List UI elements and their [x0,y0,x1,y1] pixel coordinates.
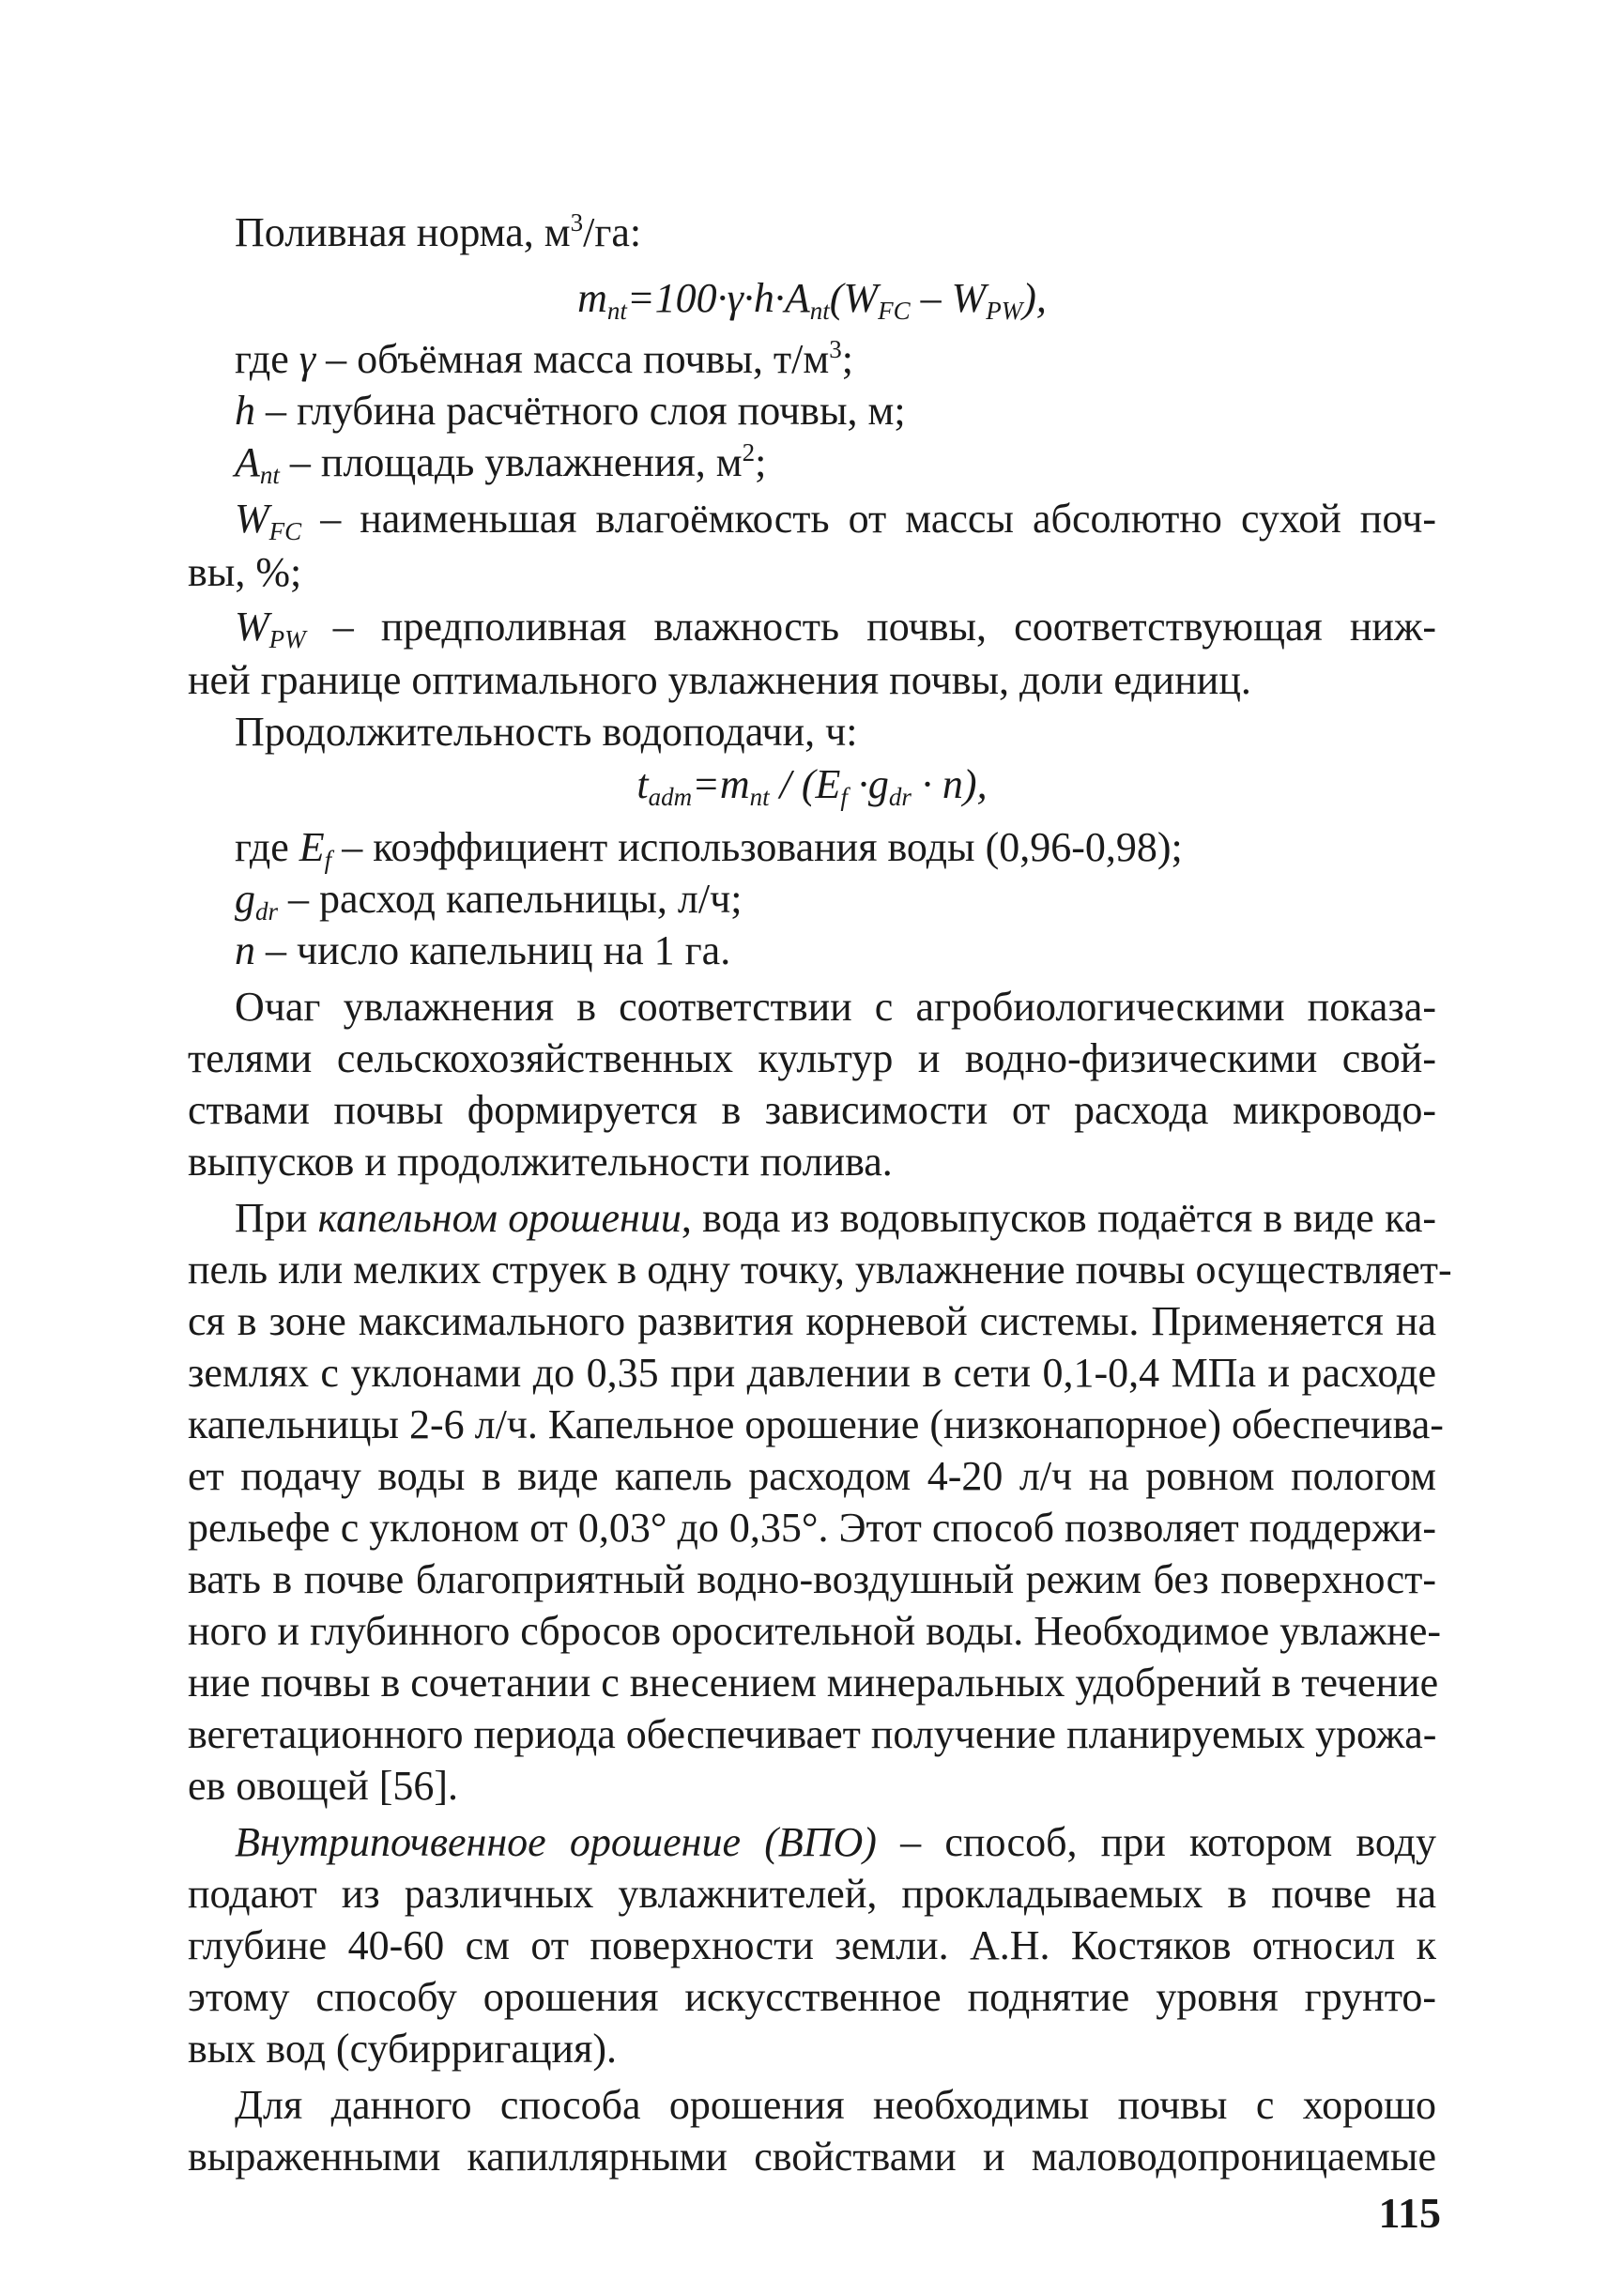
text-line: рельефе с уклоном от 0,03° до 0,35°. Этот способ позволяет поддержи- [188,1505,1436,1551]
text-line: выраженными капиллярными свойствами и маловодопроницаемые [188,2134,1436,2180]
text-line: пель или мелких струек в одну точку, увлажнение почвы осуществляет- [188,1247,1452,1293]
text-line: капельницы 2-6 л/ч. Капельное орошение (низконапорное) обеспечива- [188,1401,1444,1447]
text-line: ет подачу воды в виде капель расходом 4-20 л/ч на ровном пологом [188,1453,1436,1499]
text-line: Очаг увлажнения в соответствии с агробиологическими показа- [235,984,1436,1030]
text-line: где $E_f$ – коэффициент использования воды (0,96-0,98); [235,824,1183,874]
text-line: вать в почве благоприятный водно-воздушный режим без поверхност- [188,1556,1436,1602]
page-number: 115 [1378,2189,1441,2237]
text-line: Продолжительность водоподачи, ч: [235,709,858,755]
text-line: $g_{dr}$ – расход капельницы, л/ч; [235,876,743,926]
text-line: ного и глубинного сбросов оросительной воды. Необходимое увлажне- [188,1608,1441,1654]
text-line: h – глубина расчётного слоя почвы, м; [235,388,906,434]
text-line: телями сельскохозяйственных культур и водно-физическими свой- [188,1035,1436,1081]
text-line: где γ – объёмная масса почвы, $т/м^3$; [235,335,853,382]
formula-water-supply-duration: $t_{adm}=m_{nt} / (E_f \cdot g_{dr} \cdot n)$, [636,761,988,811]
text-line: n – число капельниц на 1 га. [235,927,731,973]
text-line: При капельном орошении, вода из водовыпусков подаётся в виде ка- [235,1195,1437,1241]
text-line: этому способу орошения искусственное поднятие уровня грунто- [188,1974,1436,2020]
text-line: вых вод (субирригация). [188,2026,617,2072]
text-line: выпусков и продолжительности полива. [188,1139,893,1185]
text-line: Поливная норма, $м^3/га$: [235,208,642,255]
text-line: $W_{PW}$ – предполивная влажность почвы, соответствующая ниж- [235,604,1436,653]
text-line: подают из различных увлажнителей, прокладываемых в почве на [188,1871,1436,1917]
text-line: ствами почвы формируется в зависимости от расхода микроводо- [188,1087,1436,1133]
text-line: $A_{nt}$ – площадь увлажнения, $м^2$; [235,438,767,489]
text-line: вы, %; [188,549,302,595]
text-line: Внутрипочвенное орошение (ВПО) – способ, при котором воду [235,1819,1436,1865]
text-line: глубине 40-60 см от поверхности земли. А.Н. Костяков относил к [188,1922,1436,1968]
text-line: $W_{FC}$ – наименьшая влагоёмкость от массы абсолютно сухой поч- [235,496,1436,545]
text-line: землях с уклонами до 0,35 при давлении в сети 0,1-0,4 МПа и расходе [188,1350,1436,1396]
text-line: вегетационного периода обеспечивает получение планируемых урожа- [188,1711,1437,1757]
text-line: ев овощей [56]. [188,1763,459,1809]
text-line: ся в зоне максимального развития корневой системы. Применяется на [188,1298,1436,1344]
text-line: Для данного способа орошения необходимы почвы с хорошо [235,2082,1436,2128]
text-line: ние почвы в сочетании с внесением минеральных удобрений в течение [188,1660,1439,1706]
formula-irrigation-norm: $m_{nt}=100\cdot\gamma\cdot h\cdot A_{nt}(W_{FC} - W_{PW})$, [577,275,1047,325]
text-line: ней границе оптимального увлажнения почвы, доли единиц. [188,657,1251,703]
